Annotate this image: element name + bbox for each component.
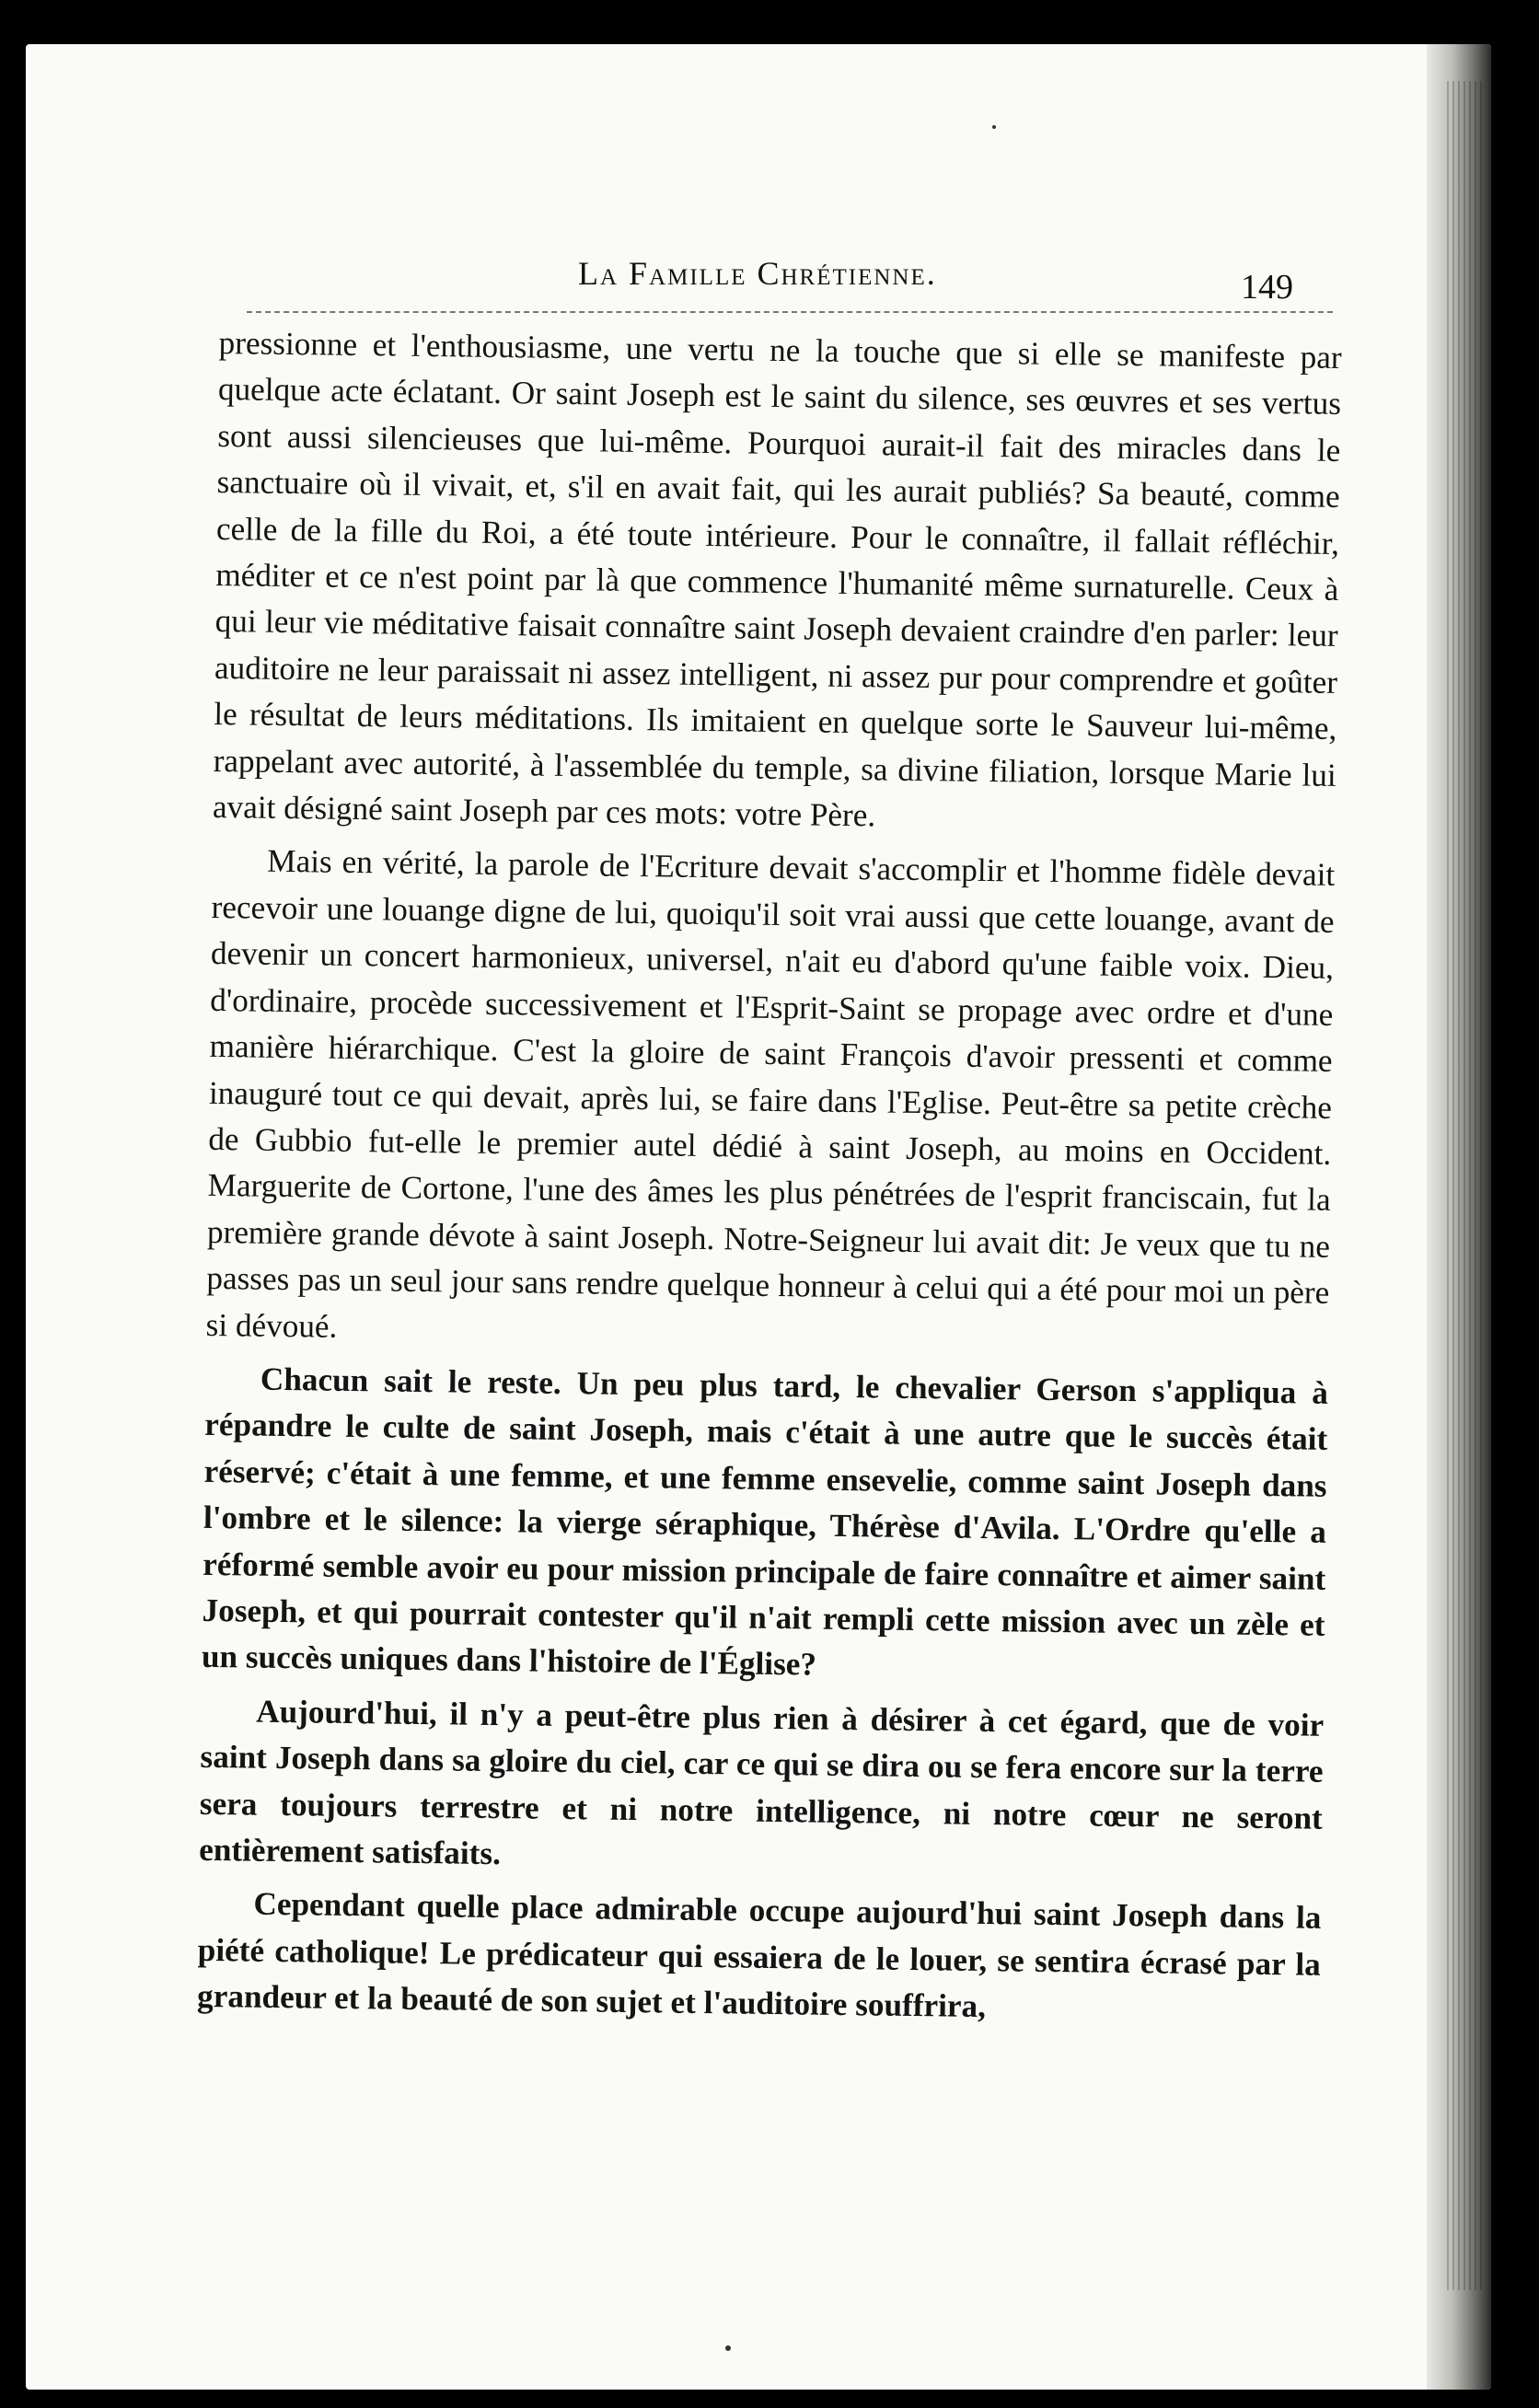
paragraph-4: Aujourd'hui, il n'y a peut-être plus rien à désirer à cet égard, que de voir saint Joseph dans sa gloire du ciel, car ce qui se dira ou se fera encore sur la terre sera toujours terrestre et ni notre intelligence, ni notre cœur ne seront entièrement satisfaits. — [198, 1693, 1325, 1872]
paragraph-2: Mais en vérité, la parole de l'Ecriture devait s'accomplir et l'homme fidèle devait recevoir une louange digne de lui, quoiqu'il soit vrai aussi que cette louange, avant de devenir un concert harmonieux, universel, n'ait eu d'abord qu'une faible voix. Dieu, d'ordinaire, procède successivement et l'Esprit-Saint se propage avec ordre et d'une manière hiérarchique. C'est la gloire de saint François d'avoir pressenti et comme inauguré tout ce qui devait, après lui, se faire dans l'Eglise. Peut-être sa petite crèche de Gubbio fut-elle le premier autel dédié à saint Joseph, au moins en Occident. Marguerite de Cortone, l'une des âmes les plus pénétrées de l'esprit franciscain, fut la première grande dévote à saint Joseph. Notre-Seigneur lui avait dit: Je veux que tu ne passes pas un seul jour sans rendre quelque honneur à celui qui a été pour moi un père si dévoué. — [205, 843, 1336, 1345]
page-edge-shadow — [1427, 44, 1491, 2390]
running-title: La Famille Chrétienne. — [578, 255, 937, 292]
body-text — [195, 320, 1342, 2158]
dust-speck — [992, 125, 996, 129]
paragraph-1: pressionne et l'enthousiasme, une vertu ne la touche que si elle se manifeste par quelque acte éclatant. Or saint Joseph est le saint du silence, ses œuvres et ses vertus sont aussi silencieuses que lui-même. Pourquoi aurait-il fait des miracles dans le sanctuaire où il vivait, et, s'il en avait fait, qui les aurait publiés? Sa beauté, comme celle de la fille du Roi, a été toute intérieure. Pour le connaître, il fallait réfléchir, méditer et ce n'est point par là que commence l'humanité même surnaturelle. Ceux à qui leur vie méditative faisait connaître saint Joseph devaient craindre d'en parler: leur auditoire ne leur paraissait ni assez intelligent, ni assez pur pour comprendre et goûter le résultat de leurs méditations. Ils imitaient en quelque sorte le Sauveur lui-même, rappelant avec autorité, à l'assemblée du temple, sa divine filiation, lorsque Marie lui avait désigné saint Joseph par ces mots: votre Père. — [212, 324, 1342, 834]
book-page — [26, 44, 1491, 2390]
page-header — [228, 210, 1333, 320]
page-edge-texture — [1447, 81, 1484, 2290]
page-number: 149 — [1241, 268, 1293, 307]
dust-speck — [725, 2345, 731, 2351]
paragraph-3: Chacun sait le reste. Un peu plus tard, le chevalier Gerson s'appliqua à répandre le culte de saint Joseph, mais c'était à une autre que le succès était réservé; c'était à une femme, et une femme ensevelie, comme saint Joseph dans l'ombre et le silence: la vierge séraphique, Thérèse d'Avila. L'Ordre qu'elle a réformé semble avoir eu pour mission principale de faire connaître et aimer saint Joseph, et qui pourrait contester qu'il n'ait rempli cette mission avec un zèle et un succès uniques dans l'histoire de l'Église? — [201, 1360, 1329, 1683]
header-rule — [247, 311, 1333, 313]
paragraph-5: Cependant quelle place admirable occupe aujourd'hui saint Joseph dans la piété catholique! Le prédicateur qui essaiera de le louer, se sentira écrasé par la grandeur et la beauté de son sujet et l'auditoire souffrira, — [196, 1886, 1322, 2025]
